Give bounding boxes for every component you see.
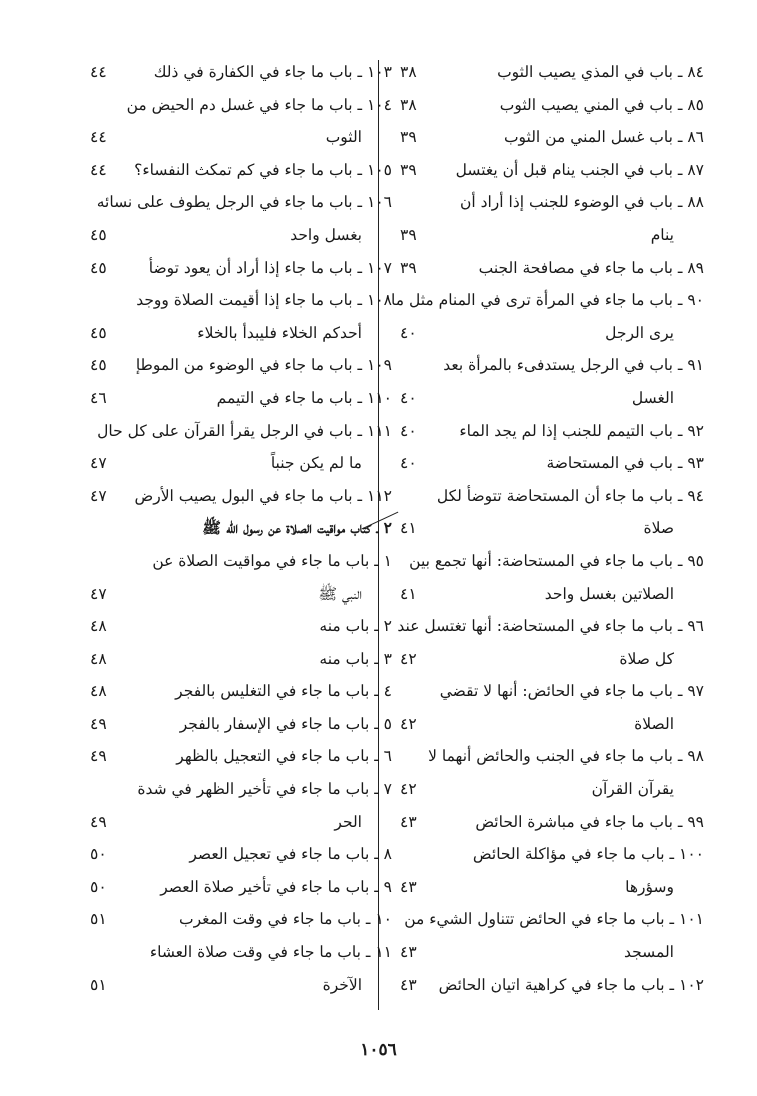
toc-entry [392, 773, 704, 806]
toc-entry-title: ٨٥ ـ باب في المني يصيب الثوب [499, 95, 704, 114]
toc-entry-page: ٤٥ [90, 356, 107, 375]
toc-entry-title: يرى الرجل [605, 323, 674, 342]
toc-entry-page: ٣٩ [400, 160, 417, 179]
toc-entry-title: ٩٤ ـ باب ما جاء أن المستحاضة تتوضأ لكل [436, 486, 704, 505]
toc-entry-page: ٤٨ [90, 649, 107, 668]
toc-entry [82, 447, 392, 480]
toc-entry-page: ٥١ [90, 910, 107, 929]
toc-entry-page: ٣٩ [400, 225, 417, 244]
toc-entry-page: ٤١ [400, 519, 417, 538]
toc-entry-page: ٤٢ [400, 780, 417, 799]
toc-entry [392, 936, 704, 969]
toc-entry-page: ٤٤ [90, 63, 107, 81]
toc-entry-page: ٤٩ [90, 714, 107, 733]
toc-entry-title: ١٠٥ ـ باب ما جاء في كم تمكث النفساء؟ [134, 160, 392, 179]
toc-entry-title: ٥ ـ باب ما جاء في الإسفار بالفجر [179, 714, 392, 733]
toc-entry [392, 349, 704, 382]
toc-entry [82, 349, 392, 382]
toc-entry [392, 512, 704, 545]
toc-entry-page: ٣٨ [400, 95, 417, 114]
toc-entry-title: النبي ﷺ [318, 584, 362, 603]
toc-entry-title: ٩٣ ـ باب في المستحاضة [546, 454, 704, 473]
toc-entry-page: ٤٢ [400, 714, 417, 733]
toc-entry-title: ٣ ـ باب منه [319, 649, 392, 668]
toc-entry-title: ١٠٧ ـ باب ما جاء إذا أراد أن يعود توضأ [148, 258, 392, 277]
toc-entry-page: ٤٨ [90, 617, 107, 636]
toc-entry-page: ٤٣ [400, 877, 417, 896]
toc-entry-page: ٤٣ [400, 812, 417, 831]
toc-entry-title: الثوب [325, 128, 362, 147]
toc-entry [82, 545, 392, 578]
toc-entry-title: الحر [334, 812, 362, 831]
toc-entry-page: ٤٤ [90, 128, 107, 147]
toc-entry-title: ٩٩ ـ باب ما جاء في مباشرة الحائض [475, 812, 704, 831]
toc-entry [82, 871, 392, 904]
toc-entry [392, 969, 704, 1002]
toc-entry [392, 447, 704, 480]
toc-entry [392, 643, 704, 676]
toc-entry-title: ١٠١ ـ باب ما جاء في الحائض تتناول الشيء من [404, 910, 704, 929]
toc-entry-title: ١٠٦ ـ باب ما جاء في الرجل يطوف على نسائه [96, 193, 392, 212]
toc-entry-page: ٤٢ [400, 649, 417, 668]
section-heading [82, 512, 392, 545]
toc-entry-title: ١١٠ ـ باب ما جاء في التيمم [216, 388, 392, 407]
toc-entry [392, 89, 704, 122]
toc-column-left [82, 56, 392, 1001]
toc-entry-page: ٤١ [400, 584, 417, 603]
toc-entry-title: ١١ ـ باب ما جاء في وقت صلاة العشاء [149, 943, 392, 962]
toc-entry [392, 545, 704, 578]
toc-entry [82, 643, 392, 676]
toc-entry-title: ٢ ـ باب منه [319, 617, 392, 636]
toc-entry-title: ٨٧ ـ باب في الجنب ينام قبل أن يغتسل [455, 160, 704, 179]
toc-entry [392, 806, 704, 839]
toc-entry-title: ٩٢ ـ باب التيمم للجنب إذا لم يجد الماء [459, 421, 704, 440]
toc-entry-page: ٤٩ [90, 747, 107, 766]
toc-entry-page: ٥١ [90, 975, 107, 994]
toc-entry [82, 806, 392, 839]
toc-entry [82, 56, 392, 89]
toc-entry-title: الصلاة [634, 714, 674, 733]
toc-entry-page: ٤٥ [90, 323, 107, 342]
toc-entry [392, 121, 704, 154]
toc-entry-title: كل صلاة [619, 649, 674, 668]
toc-entry [392, 610, 704, 643]
toc-entry [392, 284, 704, 317]
toc-entry-page: ٤٦ [90, 388, 107, 407]
toc-entry [392, 871, 704, 904]
toc-entry-title: يقرآن القرآن [591, 780, 674, 799]
toc-entry [82, 219, 392, 252]
toc-entry [82, 838, 392, 871]
toc-entry [392, 708, 704, 741]
toc-entry [82, 773, 392, 806]
toc-entry [392, 317, 704, 350]
toc-entry-page: ٤٠ [400, 388, 417, 407]
toc-entry [392, 415, 704, 448]
toc-entry-title: ١١١ ـ باب في الرجل يقرأ القرآن على كل حال [97, 421, 392, 440]
toc-entry-page: ٤٣ [400, 975, 417, 994]
toc-entry-title: صلاة [643, 519, 674, 538]
toc-entry [392, 56, 704, 89]
toc-entry [82, 610, 392, 643]
toc-entry-page: ٣٩ [400, 128, 417, 147]
page-number: ١٠٥٦ [360, 1040, 397, 1060]
toc-entry [392, 382, 704, 415]
toc-entry-page: ٣٩ [400, 258, 417, 277]
toc-entry-title: ٩٦ ـ باب ما جاء في المستحاضة: أنها تغتسل عند [397, 617, 704, 636]
toc-entry-title: ٩٠ ـ باب ما جاء في المرأة ترى في المنام مثل ما [391, 291, 704, 310]
toc-entry-title: ينام [650, 225, 674, 244]
toc-entry-title: ١ ـ باب ما جاء في مواقيت الصلاة عن [152, 551, 392, 570]
toc-entry [392, 740, 704, 773]
toc-entry-title: ٩٧ ـ باب ما جاء في الحائض: أنها لا تقضي [439, 682, 704, 701]
toc-entry [392, 252, 704, 285]
toc-entry [82, 252, 392, 285]
toc-entry [392, 480, 704, 513]
toc-entry-title: ١١٢ ـ باب ما جاء في البول يصيب الأرض [134, 486, 392, 505]
toc-entry [82, 121, 392, 154]
toc-entry-title: ١٠٩ ـ باب ما جاء في الوضوء من الموطإ [135, 356, 392, 375]
toc-entry [82, 936, 392, 969]
toc-entry [82, 740, 392, 773]
toc-entry-page: ٤٨ [90, 682, 107, 701]
toc-entry-title: الغسل [631, 388, 674, 407]
toc-entry [82, 89, 392, 122]
toc-entry [82, 675, 392, 708]
toc-entry-title: ٨٨ ـ باب في الوضوء للجنب إذا أراد أن [459, 193, 704, 212]
toc-entry-title: بغسل واحد [290, 225, 362, 244]
toc-entry [392, 903, 704, 936]
toc-entry-title: ٩ ـ باب ما جاء في تأخير صلاة العصر [160, 877, 392, 896]
toc-entry-title: ١٠٣ ـ باب ما جاء في الكفارة في ذلك [153, 63, 392, 81]
toc-entry-page: ٤٩ [90, 812, 107, 831]
toc-entry-title: ٨٦ ـ باب غسل المني من الثوب [503, 128, 704, 147]
toc-entry-page: ٣٨ [400, 63, 417, 81]
toc-entry [82, 708, 392, 741]
toc-entry [392, 219, 704, 252]
toc-entry-page: ٤٠ [400, 454, 417, 473]
toc-entry-title: ٨٩ ـ باب ما جاء في مصافحة الجنب [478, 258, 704, 277]
toc-entry-title: الصلاتين بغسل واحد [544, 584, 674, 603]
toc-entry-page: ٤٠ [400, 323, 417, 342]
toc-entry [392, 154, 704, 187]
toc-entry [82, 382, 392, 415]
toc-entry [392, 186, 704, 219]
toc-entry-title: المسجد [624, 943, 674, 962]
toc-entry-title: ١٠٨ ـ باب ما جاء إذا أقيمت الصلاة ووجد [136, 291, 392, 310]
toc-entry-page: ٤٥ [90, 258, 107, 277]
toc-entry [392, 675, 704, 708]
toc-entry-page: ٤٣ [400, 943, 417, 962]
toc-entry [82, 903, 392, 936]
toc-entry-title: ١٠ ـ باب ما جاء في وقت المغرب [179, 910, 392, 929]
toc-entry-page: ٤٧ [90, 584, 107, 603]
toc-column-right [392, 56, 704, 1001]
toc-entry [82, 969, 392, 1002]
toc-entry-page: ٥٠ [90, 877, 107, 896]
toc-entry [392, 838, 704, 871]
toc-entry-title: ٧ ـ باب ما جاء في تأخير الظهر في شدة [137, 780, 392, 799]
toc-entry [82, 154, 392, 187]
toc-entry-page: ٤٤ [90, 160, 107, 179]
toc-entry [82, 578, 392, 611]
toc-entry-title: أحدكم الخلاء فليبدأ بالخلاء [197, 323, 362, 342]
toc-entry [82, 480, 392, 513]
toc-entry-title: ٨ ـ باب ما جاء في تعجيل العصر [189, 845, 392, 864]
toc-entry-title: ٦ ـ باب ما جاء في التعجيل بالظهر [176, 747, 392, 766]
toc-entry [82, 317, 392, 350]
toc-entry-title: ١٠٤ ـ باب ما جاء في غسل دم الحيض من [126, 95, 392, 114]
toc-entry-title: ٢ ـ كتاب مواقيت الصلاة عن رسول الله ﷺ [202, 518, 392, 538]
toc-entry-title: ٩١ ـ باب في الرجل يستدفىء بالمرأة بعد [443, 356, 704, 375]
toc-entry [82, 284, 392, 317]
toc-entry-page: ٤٥ [90, 225, 107, 244]
toc-entry-title: ما لم يكن جنباً [270, 454, 362, 473]
toc-entry-page: ٥٠ [90, 845, 107, 864]
toc-entry-title: ٤ ـ باب ما جاء في التغليس بالفجر [175, 682, 392, 701]
toc-entry-title: ٨٤ ـ باب في المذي يصيب الثوب [497, 63, 704, 81]
toc-entry-title: ٩٨ ـ باب ما جاء في الجنب والحائض أنهما لا [428, 747, 704, 766]
toc-entry-title: ١٠٠ ـ باب ما جاء في مؤاكلة الحائض [472, 845, 704, 864]
toc-entry-page: ٤٠ [400, 421, 417, 440]
toc-entry-title: ٩٥ ـ باب ما جاء في المستحاضة: أنها تجمع بين [409, 551, 704, 570]
toc-entry-page: ٤٧ [90, 486, 107, 505]
toc-entry-title: وسؤرها [625, 877, 674, 896]
toc-entry-title: ١٠٢ ـ باب ما جاء في كراهية اتيان الحائض [438, 975, 704, 994]
toc-entry [82, 186, 392, 219]
toc-entry [82, 415, 392, 448]
toc-entry-page: ٤٧ [90, 454, 107, 473]
toc-entry-title: الآخرة [322, 975, 362, 994]
toc-entry [392, 578, 704, 611]
